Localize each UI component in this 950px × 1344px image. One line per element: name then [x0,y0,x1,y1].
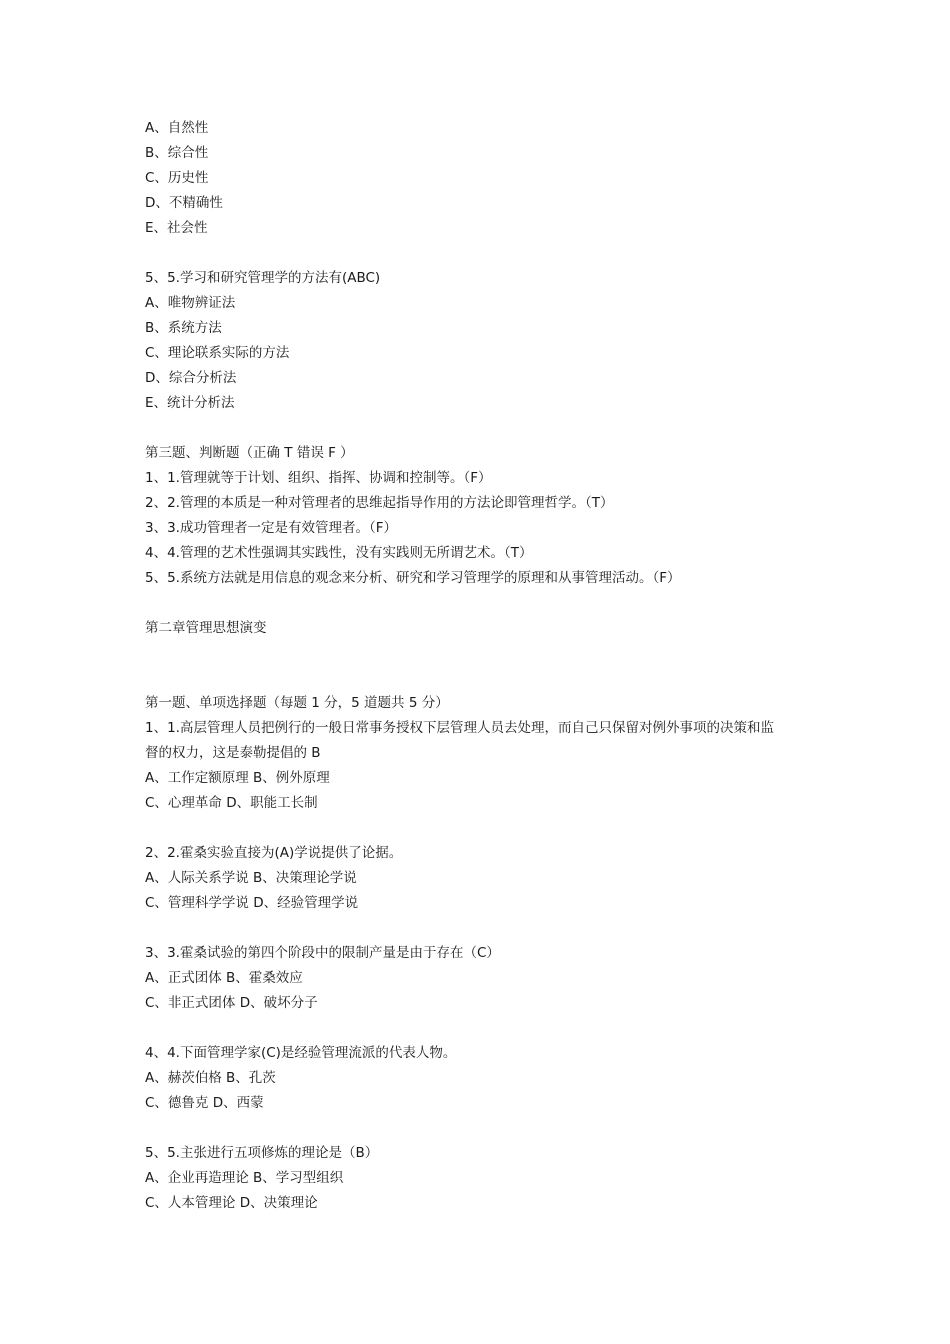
question-line: 1、1.高层管理人员把例行的一般日常事务授权下层管理人员去处理，而自己只保留对例外事项的决策和监 [145,720,774,736]
option-line: E、社会性 [145,220,208,236]
option-line: E、统计分析法 [145,395,235,411]
option-line: A、人际关系学说 B、决策理论学说 [145,870,357,886]
question-line: 4、4.下面管理学家(C)是经验管理流派的代表人物。 [145,1045,457,1061]
option-line: A、自然性 [145,120,209,136]
judgement-item: 3、3.成功管理者一定是有效管理者。（F） [145,520,397,536]
option-line: A、企业再造理论 B、学习型组织 [145,1170,344,1186]
q4-options [145,116,825,241]
chapter-title: 第二章管理思想演变 [145,620,267,636]
document-page [145,116,825,1216]
judgement-item: 4、4.管理的艺术性强调其实践性，没有实践则无所谓艺术。（T） [145,545,533,561]
chapter2-section1 [145,691,825,1216]
question-line: 5、5.主张进行五项修炼的理论是（B） [145,1145,379,1161]
judgement-item: 1、1.管理就等于计划、组织、指挥、协调和控制等。（F） [145,470,492,486]
question-block [145,1041,825,1116]
question-line: 2、2.霍桑实验直接为(A)学说提供了论据。 [145,845,403,861]
option-line: C、德鲁克 D、西蒙 [145,1095,264,1111]
question-block [145,841,825,916]
option-line: C、历史性 [145,170,209,186]
section-title: 第一题、单项选择题（每题 1 分，5 道题共 5 分） [145,695,449,711]
judgement-item: 2、2.管理的本质是一种对管理者的思维起指导作用的方法论即管理哲学。（T） [145,495,614,511]
option-line: D、综合分析法 [145,370,237,386]
option-line: D、不精确性 [145,195,223,211]
q5-block [145,266,825,416]
question-block [145,716,825,816]
question-line: 5、5.学习和研究管理学的方法有(ABC) [145,270,381,286]
option-line: C、理论联系实际的方法 [145,345,290,361]
question-block [145,941,825,1016]
option-line: B、综合性 [145,145,209,161]
section-title: 第三题、判断题（正确 T 错误 F ） [145,445,354,461]
option-line: C、管理科学学说 D、经验管理学说 [145,895,359,911]
option-line: C、心理革命 D、职能工长制 [145,795,318,811]
section3-block [145,441,825,591]
option-line: A、正式团体 B、霍桑效应 [145,970,303,986]
option-line: B、系统方法 [145,320,222,336]
judgement-item: 5、5.系统方法就是用信息的观念来分析、研究和学习管理学的原理和从事管理活动。（F） [145,570,681,586]
option-line: A、赫茨伯格 B、孔茨 [145,1070,276,1086]
option-line: A、唯物辨证法 [145,295,236,311]
option-line: A、工作定额原理 B、例外原理 [145,770,330,786]
question-line: 3、3.霍桑试验的第四个阶段中的限制产量是由于存在（C） [145,945,500,961]
question-line: 督的权力，这是泰勒提倡的 B [145,745,321,761]
question-block [145,1141,825,1216]
option-line: C、人本管理论 D、决策理论 [145,1195,318,1211]
option-line: C、非正式团体 D、破坏分子 [145,995,318,1011]
